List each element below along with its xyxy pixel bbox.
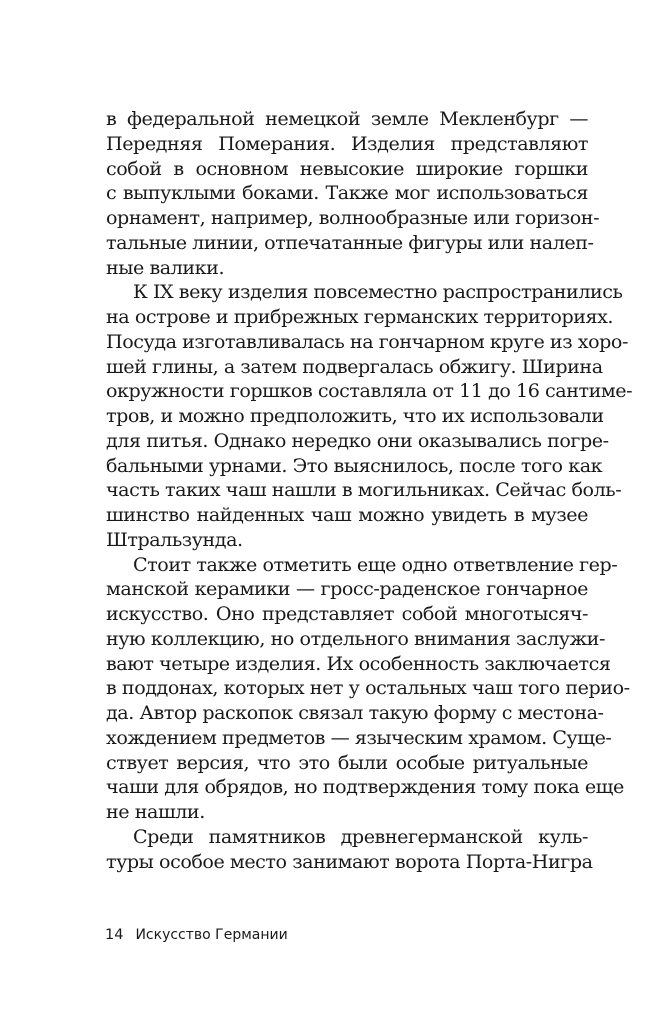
- text-line: хождением предметов — языческим храмом. Суще-: [106, 725, 612, 749]
- running-title: Искусство Германии: [135, 927, 288, 943]
- text-line: бальными урнами. Это выяснилось, после того как: [106, 453, 603, 477]
- text-line: ствует версия, что это были особые ритуальные: [106, 750, 588, 774]
- text-line: шей глины, а затем подвергалась обжигу. Ширина: [106, 354, 603, 378]
- text-line: орнамент, например, волнообразные или горизон-: [106, 206, 600, 229]
- text-line: на острове и прибрежных германских территориях.: [106, 305, 614, 328]
- page-number: 14: [105, 927, 124, 943]
- text-line: шинство найденных чаш можно увидеть в музее: [106, 503, 588, 526]
- text-line: туры особое место занимают ворота Порта-Нигра: [106, 849, 593, 873]
- text-line: Посуда изготавливалась на гончарном круге из хоро-: [106, 329, 628, 353]
- text-line: К IX веку изделия повсеместно распространились: [133, 280, 623, 304]
- text-line: в федеральной немецкой земле Мекленбург —: [106, 107, 588, 130]
- text-line: с выпуклыми боками. Также мог использоваться: [106, 181, 588, 205]
- text-line: ные валики.: [106, 255, 225, 279]
- text-line: тальные линии, отпечатанные фигуры или налеп-: [106, 230, 594, 254]
- text-line: часть таких чаш нашли в могильниках. Сейчас боль-: [106, 478, 622, 502]
- text-line: для питья. Однако нередко они оказывались погре-: [106, 428, 609, 452]
- text-line: Штральзунда.: [106, 527, 243, 551]
- text-line: собой в основном невысокие широкие горшки: [106, 156, 588, 180]
- text-line: вают четыре изделия. Их особенность заключается: [106, 651, 611, 675]
- text-line: Передняя Померания. Изделия представляют: [106, 131, 588, 155]
- text-line: чаши для обрядов, но подтверждения тому пока еще: [106, 775, 624, 799]
- text-line: ную коллекцию, но отдельного внимания заслужи-: [106, 626, 605, 650]
- text-line: да. Автор раскопок связал такую форму с местона-: [106, 701, 604, 724]
- text-line: искусство. Оно представляет собой многотысяч-: [106, 602, 588, 625]
- text-line: окружности горшков составляла от 11 до 16 сантиме-: [106, 379, 633, 403]
- text-line: тров, и можно предположить, что их использовали: [106, 404, 604, 427]
- page-footer: [105, 927, 288, 943]
- text-line: в поддонах, которых нет у остальных чаш того перио-: [106, 676, 630, 700]
- text-line: Стоит также отметить еще одно ответвление гер-: [133, 552, 618, 576]
- body-text: [106, 107, 633, 874]
- text-line: Среди памятников древнегерманской куль-: [133, 824, 588, 848]
- text-line: манской керамики — гросс-раденское гончарное: [106, 577, 588, 601]
- text-line: не нашли.: [106, 800, 205, 823]
